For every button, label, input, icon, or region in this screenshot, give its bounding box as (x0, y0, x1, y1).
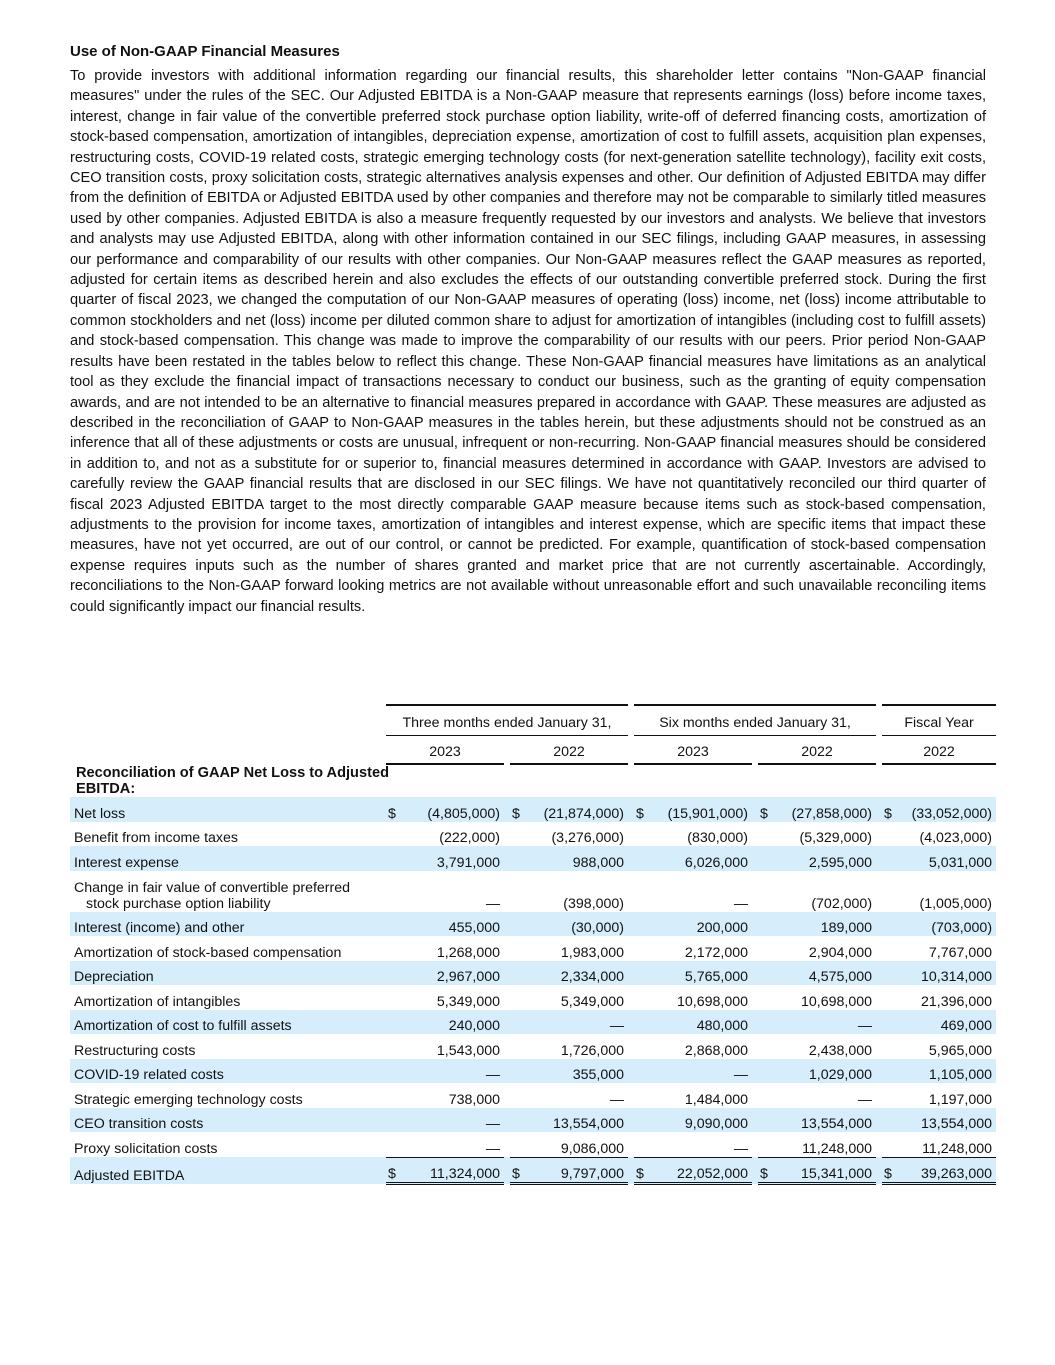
value-cell: 189,000 (776, 912, 876, 937)
row-label: Amortization of intangibles (74, 993, 241, 1010)
currency-symbol (510, 871, 528, 912)
currency-symbol (386, 871, 404, 912)
currency-symbol (510, 1083, 528, 1108)
value-cell: (4,023,000) (919, 830, 993, 846)
value-cell: 22,052,000 (652, 1157, 752, 1184)
currency-symbol (758, 936, 776, 961)
currency-symbol (386, 985, 404, 1010)
table-row (70, 1010, 996, 1035)
value-cell: 738,000 (448, 1091, 500, 1108)
value-cell: 469,000 (900, 1010, 996, 1035)
row-label: Restructuring costs (74, 1042, 196, 1059)
currency-symbol (882, 1083, 900, 1108)
currency-symbol (634, 822, 652, 847)
currency-symbol (634, 1132, 652, 1157)
currency-symbol (758, 961, 776, 986)
table-row (70, 1132, 996, 1157)
table-row (70, 1157, 996, 1184)
currency-symbol: $ (386, 797, 404, 822)
table-row (70, 1034, 996, 1059)
currency-symbol (758, 1034, 776, 1059)
value-cell: 200,000 (652, 912, 752, 937)
row-label: Proxy solicitation costs (74, 1141, 218, 1157)
section-title-row (70, 764, 996, 797)
row-label: Strategic emerging technology costs (74, 1091, 303, 1108)
value-cell: 455,000 (404, 912, 504, 937)
value-cell: 10,314,000 (900, 961, 996, 986)
table-row (70, 797, 996, 822)
currency-symbol (882, 846, 900, 871)
value-cell: (33,052,000) (900, 797, 996, 822)
currency-symbol (758, 985, 776, 1010)
value-cell: 5,765,000 (652, 961, 752, 986)
value-cell: 5,965,000 (928, 1042, 993, 1059)
currency-symbol (758, 822, 776, 847)
value-cell: 1,029,000 (776, 1059, 876, 1084)
value-cell: — (776, 1010, 876, 1035)
value-cell: 1,484,000 (684, 1091, 749, 1108)
currency-symbol (510, 912, 528, 937)
period-header-six-months: Six months ended January 31, (634, 705, 876, 735)
currency-symbol (386, 1108, 404, 1133)
value-cell: — (652, 1059, 752, 1084)
value-cell: (702,000) (811, 895, 873, 912)
currency-symbol (386, 822, 404, 847)
value-cell: 13,554,000 (776, 1108, 876, 1133)
currency-symbol (634, 961, 652, 986)
currency-symbol (386, 936, 404, 961)
currency-symbol (758, 871, 776, 912)
currency-symbol (386, 1034, 404, 1059)
row-label: CEO transition costs (70, 1108, 386, 1133)
row-label (70, 871, 386, 912)
value-cell: (5,329,000) (799, 830, 873, 846)
value-cell: 6,026,000 (652, 846, 752, 871)
value-cell: 9,086,000 (528, 1132, 628, 1157)
currency-symbol (510, 1108, 528, 1133)
currency-symbol (882, 1034, 900, 1059)
value-cell: (3,276,000) (551, 830, 625, 846)
year-header: 2023 (386, 735, 504, 764)
value-cell: 355,000 (528, 1059, 628, 1084)
currency-symbol (882, 985, 900, 1010)
currency-symbol: $ (510, 797, 528, 822)
value-cell: (21,874,000) (528, 797, 628, 822)
currency-symbol (510, 1010, 528, 1035)
year-header: 2022 (758, 735, 876, 764)
row-label: Interest (income) and other (70, 912, 386, 937)
table-row (70, 985, 996, 1010)
currency-symbol (510, 936, 528, 961)
value-cell: (15,901,000) (652, 797, 752, 822)
value-cell: 4,575,000 (776, 961, 876, 986)
value-cell: 2,868,000 (684, 1042, 749, 1059)
value-cell: 15,341,000 (776, 1157, 876, 1184)
year-header: 2022 (882, 735, 996, 764)
currency-symbol (758, 1132, 776, 1157)
currency-symbol (758, 1059, 776, 1084)
currency-symbol (386, 1132, 404, 1157)
period-header-fiscal-year: Fiscal Year (882, 705, 996, 735)
value-cell: — (404, 1132, 504, 1157)
value-cell: 10,698,000 (801, 993, 873, 1010)
currency-symbol (758, 1108, 776, 1133)
table-row (70, 846, 996, 871)
currency-symbol (882, 912, 900, 937)
value-cell: 2,967,000 (404, 961, 504, 986)
non-gaap-section (70, 42, 986, 617)
value-cell: 2,334,000 (528, 961, 628, 986)
currency-symbol (634, 1010, 652, 1035)
currency-symbol: $ (882, 1157, 900, 1184)
value-cell: 2,172,000 (684, 944, 749, 961)
value-cell: 1,197,000 (928, 1091, 993, 1108)
currency-symbol (882, 1132, 900, 1157)
currency-symbol (510, 961, 528, 986)
currency-symbol (386, 1083, 404, 1108)
value-cell: 7,767,000 (928, 944, 993, 961)
value-cell: 1,543,000 (436, 1042, 500, 1059)
table-row (70, 822, 996, 847)
value-cell: 11,324,000 (404, 1157, 504, 1184)
currency-symbol (758, 912, 776, 937)
section-heading: Use of Non-GAAP Financial Measures (70, 43, 340, 60)
currency-symbol: $ (386, 1157, 404, 1184)
value-cell: 21,396,000 (921, 993, 993, 1010)
value-cell: 11,248,000 (900, 1132, 996, 1157)
row-label: Amortization of stock-based compensation (74, 944, 342, 961)
currency-symbol (758, 1010, 776, 1035)
currency-symbol (882, 936, 900, 961)
currency-symbol (510, 1132, 528, 1157)
value-cell: 2,595,000 (776, 846, 876, 871)
value-cell: 13,554,000 (900, 1108, 996, 1133)
value-cell: 2,438,000 (808, 1042, 873, 1059)
currency-symbol (386, 846, 404, 871)
value-cell: 1,726,000 (560, 1042, 625, 1059)
currency-symbol (882, 871, 900, 912)
value-cell: — (404, 1059, 504, 1084)
value-cell: 240,000 (404, 1010, 504, 1035)
currency-symbol (634, 1083, 652, 1108)
currency-symbol: $ (882, 797, 900, 822)
currency-symbol (386, 961, 404, 986)
currency-symbol: $ (634, 797, 652, 822)
currency-symbol (634, 912, 652, 937)
value-cell: 480,000 (652, 1010, 752, 1035)
value-cell: — (609, 1091, 625, 1108)
currency-symbol (510, 846, 528, 871)
currency-symbol (386, 912, 404, 937)
table-row (70, 1059, 996, 1084)
value-cell: — (528, 1010, 628, 1035)
row-label: Net loss (70, 797, 386, 822)
currency-symbol (634, 1108, 652, 1133)
currency-symbol (882, 822, 900, 847)
currency-symbol (634, 1034, 652, 1059)
value-cell: 3,791,000 (404, 846, 504, 871)
value-cell: 39,263,000 (900, 1157, 996, 1184)
table-row (70, 1083, 996, 1108)
value-cell: (4,805,000) (404, 797, 504, 822)
currency-symbol: $ (758, 1157, 776, 1184)
value-cell: (27,858,000) (776, 797, 876, 822)
currency-symbol (510, 822, 528, 847)
value-cell: 10,698,000 (677, 993, 749, 1010)
value-cell: 988,000 (528, 846, 628, 871)
row-label: Amortization of cost to fulfill assets (70, 1010, 386, 1035)
row-label: COVID-19 related costs (70, 1059, 386, 1084)
value-cell: — (652, 1132, 752, 1157)
row-label: Interest expense (70, 846, 386, 871)
currency-symbol (510, 1034, 528, 1059)
value-cell: (222,000) (439, 830, 500, 846)
row-label: Adjusted EBITDA (70, 1157, 386, 1184)
value-cell: 1,268,000 (436, 944, 500, 961)
currency-symbol (510, 1059, 528, 1084)
row-label: Benefit from income taxes (74, 830, 239, 846)
value-cell: (1,005,000) (919, 895, 993, 912)
value-cell: 9,090,000 (652, 1108, 752, 1133)
value-cell: 9,797,000 (528, 1157, 628, 1184)
year-header: 2022 (510, 735, 628, 764)
value-cell: 11,248,000 (776, 1132, 876, 1157)
value-cell: 5,031,000 (900, 846, 996, 871)
currency-symbol (882, 1059, 900, 1084)
currency-symbol (634, 846, 652, 871)
table-row (70, 961, 996, 986)
currency-symbol (882, 1108, 900, 1133)
currency-symbol (758, 846, 776, 871)
value-cell: (830,000) (687, 830, 749, 846)
currency-symbol (510, 985, 528, 1010)
value-cell: 13,554,000 (528, 1108, 628, 1133)
currency-symbol (386, 1059, 404, 1084)
table-row (70, 1108, 996, 1133)
value-cell: (703,000) (900, 912, 996, 937)
value-cell: 1,983,000 (560, 944, 625, 961)
table-row (70, 871, 996, 912)
year-header: 2023 (634, 735, 752, 764)
period-header-row (70, 705, 996, 735)
currency-symbol (758, 1083, 776, 1108)
currency-symbol (882, 1010, 900, 1035)
row-label: Depreciation (70, 961, 386, 986)
value-cell: (30,000) (528, 912, 628, 937)
currency-symbol: $ (758, 797, 776, 822)
reconciliation-table (70, 704, 996, 1185)
currency-symbol: $ (510, 1157, 528, 1184)
value-cell: — (485, 895, 500, 912)
value-cell: — (857, 1091, 873, 1108)
section-paragraph: To provide investors with additional information regarding our financial results, this shareholder letter contains "Non-GAAP financial measures" under the rules of the SEC. Our Adjusted EBITDA is a Non-GAAP measure that represents earnings (loss) before income taxes, interest, change in fair value of the convertible preferred stock purchase option liability, write-off of deferred financing costs, amortization of stock-based compensation, amortization of intangibles, depreciation expense, amortization of cost to fulfill assets, acquisition plan expenses, restructuring costs, COVID-19 related costs, strategic emerging technology costs (for next-generation satellite technology), facility exit costs, CEO transition costs, proxy solicitation costs, strategic alternatives analysis expenses and other. Our definition of Adjusted EBITDA may differ from the definition of EBITDA or Adjusted EBITDA used by other companies and therefore may not be comparable to similarly titled measures used by other companies. Adjusted EBITDA is also a measure frequently requested by our investors and analysts. We believe that investors and analysts may use Adjusted EBITDA, along with other information contained in our SEC filings, including GAAP measures, in assessing our performance and comparability of our results with other companies. Our Non-GAAP measures reflect the GAAP measures as reported, adjusted for certain items as described herein and also excludes the effects of our outstanding convertible preferred stock. During the first quarter of fiscal 2023, we changed the computation of our Non-GAAP measures of operating (loss) income, net (loss) income attributable to common stockholders and net (loss) income per diluted common share to adjust for amortization of intangibles (including cost to fulfill assets) and stock-based compensation. This change was made to improve the comparability of our results with our peers. Prior period Non-GAAP results have been restated in the tables below to reflect this change. These Non-GAAP financial measures have limitations as an analytical tool as they exclude the financial impact of transactions necessary to conduct our business, such as the granting of equity compensation awards, and are not intended to be an alternative to financial measures prepared in accordance with GAAP. These measures are adjusted as described in the reconciliation of GAAP to Non-GAAP measures in the tables herein, but these adjustments should not be construed as an inference that all of these adjustments or costs are unusual, infrequent or non-recurring. Non-GAAP financial measures should be considered in addition to, and not as a substitute for or superior to, financial measures determined in accordance with GAAP. Investors are advised to carefully review the GAAP financial results that are disclosed in our SEC filings. We have not quantitatively reconciled our third quarter of fiscal 2023 Adjusted EBITDA target to the most directly comparable GAAP measure because items such as stock-based compensation, adjustments to the provision for income taxes, amortization of intangibles and interest expense, which are specific items that impact these measures, have not yet occurred, are out of our control, or cannot be predicted. For example, quantification of stock-based compensation expense requires inputs such as the number of shares granted and market price that are not currently ascertainable. Accordingly, reconciliations to the Non-GAAP forward looking metrics are not available without unreasonable effort and such unavailable reconciling items could significantly impact our financial results. (70, 68, 986, 615)
value-cell: (398,000) (563, 895, 625, 912)
currency-symbol (634, 1059, 652, 1084)
currency-symbol (634, 936, 652, 961)
value-cell: 5,349,000 (436, 993, 500, 1010)
table-section-title: Reconciliation of GAAP Net Loss to Adjusted EBITDA: (76, 765, 389, 797)
table-row (70, 936, 996, 961)
value-cell: 5,349,000 (560, 993, 625, 1010)
currency-symbol (634, 985, 652, 1010)
row-label-line: Change in fair value of convertible preferred (74, 879, 351, 896)
currency-symbol (882, 961, 900, 986)
currency-symbol (634, 871, 652, 912)
year-header-row (70, 735, 996, 764)
row-label-line: stock purchase option liability (86, 895, 271, 912)
currency-symbol (386, 1010, 404, 1035)
period-header-three-months: Three months ended January 31, (386, 705, 628, 735)
table-row (70, 912, 996, 937)
value-cell: 2,904,000 (808, 944, 873, 961)
value-cell: 1,105,000 (900, 1059, 996, 1084)
value-cell: — (404, 1108, 504, 1133)
currency-symbol: $ (634, 1157, 652, 1184)
value-cell: — (733, 895, 749, 912)
